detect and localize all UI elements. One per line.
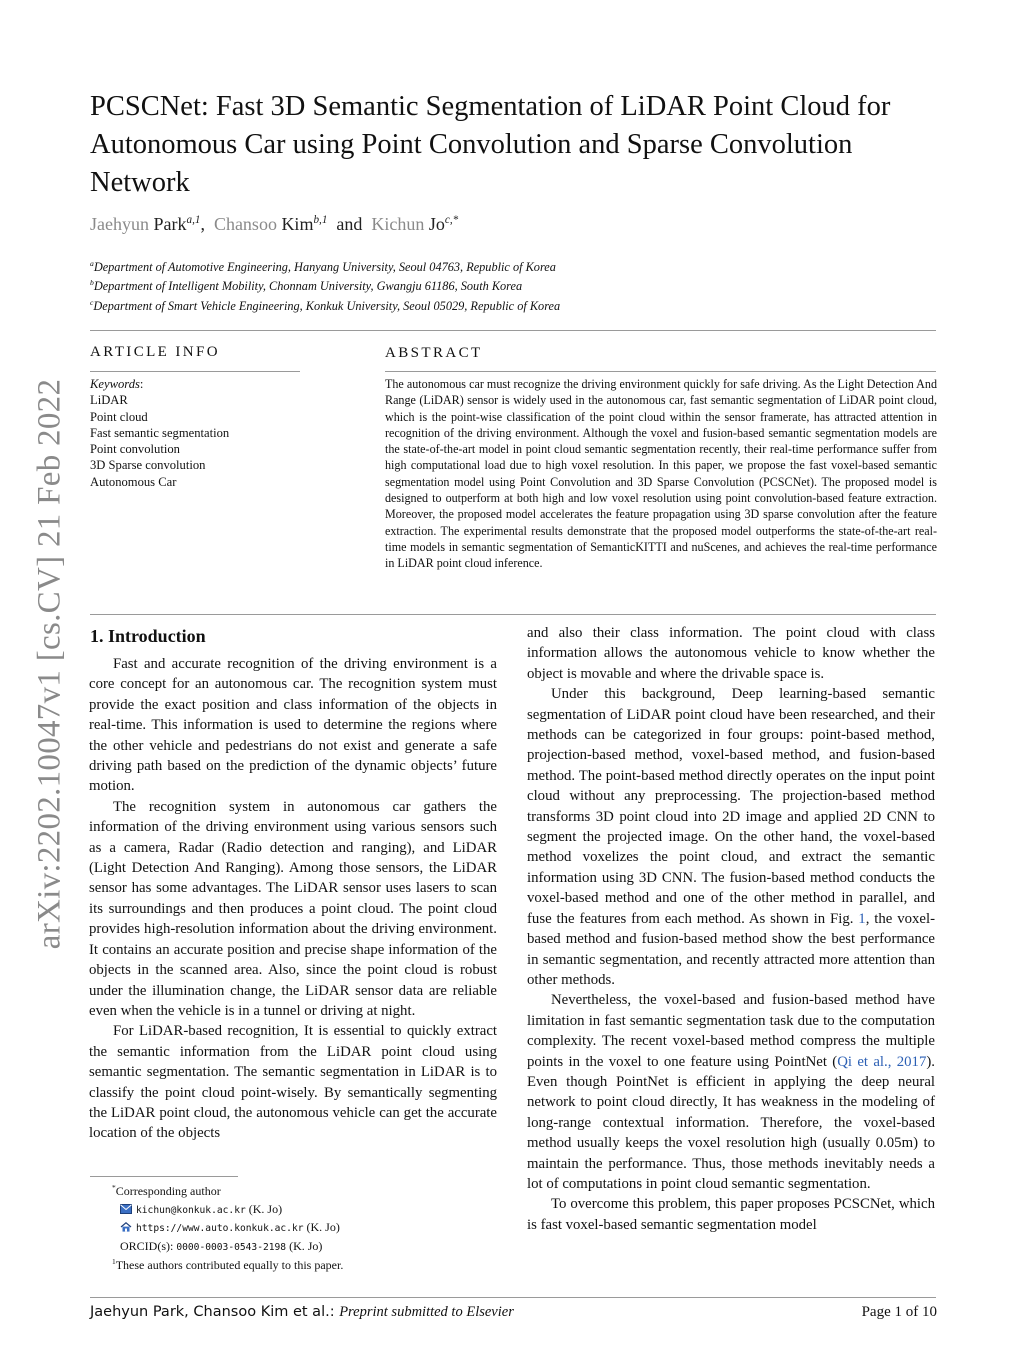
affiliation <box>90 279 522 294</box>
equal-contribution-note: These authors contributed equally to this paper. <box>115 1257 344 1272</box>
author-given-name[interactable]: Kichun <box>371 214 425 234</box>
paragraph <box>527 990 935 1194</box>
article-info-rule <box>90 371 300 372</box>
author-affil-mark: a,1 <box>186 214 201 226</box>
footnote-rule <box>90 1176 238 1177</box>
affil-mark: b <box>90 277 94 287</box>
affiliation <box>90 260 556 275</box>
arxiv-stamp: arXiv:2202.10047v1 [cs.CV] 21 Feb 2022 <box>31 378 68 950</box>
author-family-name: Jo <box>428 214 445 234</box>
website-link[interactable]: https://www.auto.konkuk.ac.kr <box>136 1223 304 1235</box>
paragraph-text: Under this background, Deep learning-based semantic segmentation of LiDAR point cloud have been researched, and their methods can be categorized in four groups: point-based method, projection-based method, voxel-based method, and fusion-based method. The point-based method directly operates on the input point cloud without any preprocessing. The projection-based method transforms 3D point cloud into 2D image and applied 2D CNN to segment the projected image. On the other hand, the voxel-based method voxelizes the point cloud, and extract the semantic information using 3D CNN. The fusion-based method conducts the voxel-based method and one of the other method in parallel, and fuse the features from each method. As shown in Fig. <box>527 686 935 927</box>
footnotes <box>112 1183 343 1275</box>
author-family-name: Park <box>153 214 187 234</box>
keywords-block: Keywords: LiDAR Point cloud Fast semantic segmentation Point convolution 3D Sparse convolution Autonomous Car <box>90 377 230 489</box>
paragraph: Fast and accurate recognition of the driving environment is a core concept for an autonomous car. The recognition system must provide the exact position and class information of the objects in real-time. This information is used to determine the regions where the other vehicle and pedestrians do not exist and generate a safe driving path based on the prediction of the dynamic objects’ future motion. <box>89 656 497 795</box>
keywords-label: Keywords <box>90 377 140 391</box>
affil-text: Department of Smart Vehicle Engineering, Konkuk University, Seoul 05029, Republic of Korea <box>93 299 561 313</box>
author-list: Jaehyun Park$^{a,1}$, Chansoo Kim$^{b,1}$ and Kichun $Jo^{c,*}$ <box>90 214 459 234</box>
paragraph <box>527 684 935 990</box>
paper-title: PCSCNet: Fast 3D Semantic Segmentation of LiDAR Point Cloud for Autonomous Car using Point Convolution and Sparse Convolution Network <box>90 91 891 198</box>
orcid-label: ORCID(s): <box>120 1239 174 1254</box>
paragraph: The recognition system in autonomous car gathers the information of the driving environment using various sensors such as a camera, Radar (Radio detection and ranging), and LiDAR (Light Detection And Ranging). Among those sensors, the LiDAR sensor has some advantages. The LiDAR sensor uses lasers to scan its surroundings and then produces a point cloud. The point cloud provides high-resolution information about the driving environment. It contains an accurate position and precise shape information of the objects in the scanned area. Also, since the point cloud is robust under the illumination change, the LiDAR sensor data are reliable even when the vehicle is in a tunnel or driving at night. <box>89 798 497 1019</box>
orcid-owner: (K. Jo) <box>289 1239 323 1254</box>
affil-text: Department of Intelligent Mobility, Chonnam University, Gwangju 61186, South Korea <box>93 279 523 293</box>
left-column <box>89 654 497 1144</box>
section-heading-introduction: 1. Introduction <box>90 626 206 646</box>
affil-mark: c <box>90 297 94 307</box>
section-rule <box>90 614 936 615</box>
keyword: 3D Sparse convolution <box>90 458 206 473</box>
footer-left <box>90 1304 514 1321</box>
keyword: Fast semantic segmentation <box>90 425 230 440</box>
keyword: Point convolution <box>90 442 180 457</box>
footer-rule <box>90 1297 936 1298</box>
keyword: Autonomous Car <box>90 474 177 489</box>
article-info-heading: ARTICLE INFO <box>90 344 220 360</box>
abstract-heading: ABSTRACT <box>385 345 483 361</box>
paragraph: For LiDAR-based recognition, It is essential to quickly extract the semantic information from the LiDAR point cloud using semantic segmentation. The semantic segmentation in LiDAR is to classify the point cloud point-wisely. By semantically segmenting the LiDAR point cloud, the autonomous vehicle can get the accurate location of the objects <box>89 1023 497 1142</box>
paragraph: and also their class information. The point cloud with class information allows the autonomous vehicle to know whether the object is movable and where the drivable space is. <box>527 625 935 682</box>
author-family-name: Kim <box>281 214 314 234</box>
footer-preprint-note: Preprint submitted to Elsevier <box>339 1304 514 1320</box>
author-given-name[interactable]: Jaehyun <box>90 214 149 234</box>
affil-text: Department of Automotive Engineering, Hanyang University, Seoul 04763, Republic of Korea <box>93 260 556 274</box>
author-connector: and <box>336 214 363 234</box>
author-affil-mark: c,* <box>444 214 459 226</box>
right-column <box>527 623 935 1235</box>
footer-authors: Jaehyun Park, Chansoo Kim et al.: <box>90 1304 335 1320</box>
corresponding-author-note: Corresponding author <box>115 1184 221 1198</box>
home-icon <box>120 1222 132 1232</box>
email-owner: (K. Jo) <box>248 1201 283 1216</box>
figure-reference-link[interactable]: 1 <box>858 910 866 927</box>
abstract-text: The autonomous car must recognize the driving environment quickly for safe driving. As the Light Detection And Range (LiDAR) sensor is widely used in the autonomous car, fast semantic segmentation of LiDAR point cloud, which is the point-wise classification of the point cloud within the sensor framerate, has attracted attention in recognition of the driving environment. Although the voxel and fusion-based semantic segmentation models are the state-of-the-art model in point cloud semantic segmentation recently, their real-time performance suffer from high computational load due to high voxel resolution. In this paper, we propose the fast voxel-based semantic segmentation model using Point Convolution and 3D Sparse Convolution (PCSCNet). The proposed model is designed to outperform at both high and low voxel resolution using point convolution-based feature extraction. Moreover, the proposed model accelerates the feature propagation using 3D sparse convolution after the feature extraction. The experimental results demonstrate that the proposed model outperforms the state-of-the-art real-time models in semantic segmentation of SemanticKITTI and nuScenes, and achieves the real-time performance in LiDAR point cloud inference. <box>385 377 937 571</box>
affiliation <box>90 299 560 314</box>
page-number: Page 1 of 10 <box>861 1304 937 1320</box>
paragraph-text: ). Even though PointNet is efficient in applying the deep neural network to point cloud directly, It has weakness in the modeling of long-range contextual information. Therefore, the voxel-based method usually keeps the voxel resolution high (usually 0.05m) to maintain the performance. Thus, those methods inevitably needs a lot of computations in point cloud semantic segmentation. <box>527 1053 935 1192</box>
affil-mark: a <box>90 258 94 268</box>
top-rule <box>90 330 936 331</box>
footnote-mark: 1 <box>112 1256 116 1266</box>
keyword: LiDAR <box>90 393 128 408</box>
footnote-mark: * <box>112 1183 116 1192</box>
website-owner: (K. Jo) <box>306 1220 340 1235</box>
paragraph-text: , the voxel-based method and fusion-based method show the best performance in semantic segmentation, and recently attracted more attention than other methods. <box>527 910 935 988</box>
abstract-rule <box>385 371 936 372</box>
paragraph: To overcome this problem, this paper proposes PCSCNet, which is fast voxel-based semantic segmentation model <box>527 1196 935 1233</box>
author-given-name[interactable]: Chansoo <box>213 214 277 234</box>
author-affil-mark: b,1 <box>313 214 328 226</box>
keyword: Point cloud <box>90 409 148 424</box>
orcid-id[interactable]: 0000-0003-0543-2198 <box>176 1242 287 1254</box>
paragraph-text: Nevertheless, the voxel-based and fusion-based method have limitation in fast semantic segmentation task due to the computation complexity. The recent voxel-based method compress the multiple points in the voxel to one feature using PointNet ( <box>527 992 935 1070</box>
citation-link[interactable]: Qi et al., 2017 <box>837 1053 927 1070</box>
email-link[interactable]: kichun@konkuk.ac.kr <box>136 1204 246 1216</box>
email-icon <box>120 1204 132 1214</box>
